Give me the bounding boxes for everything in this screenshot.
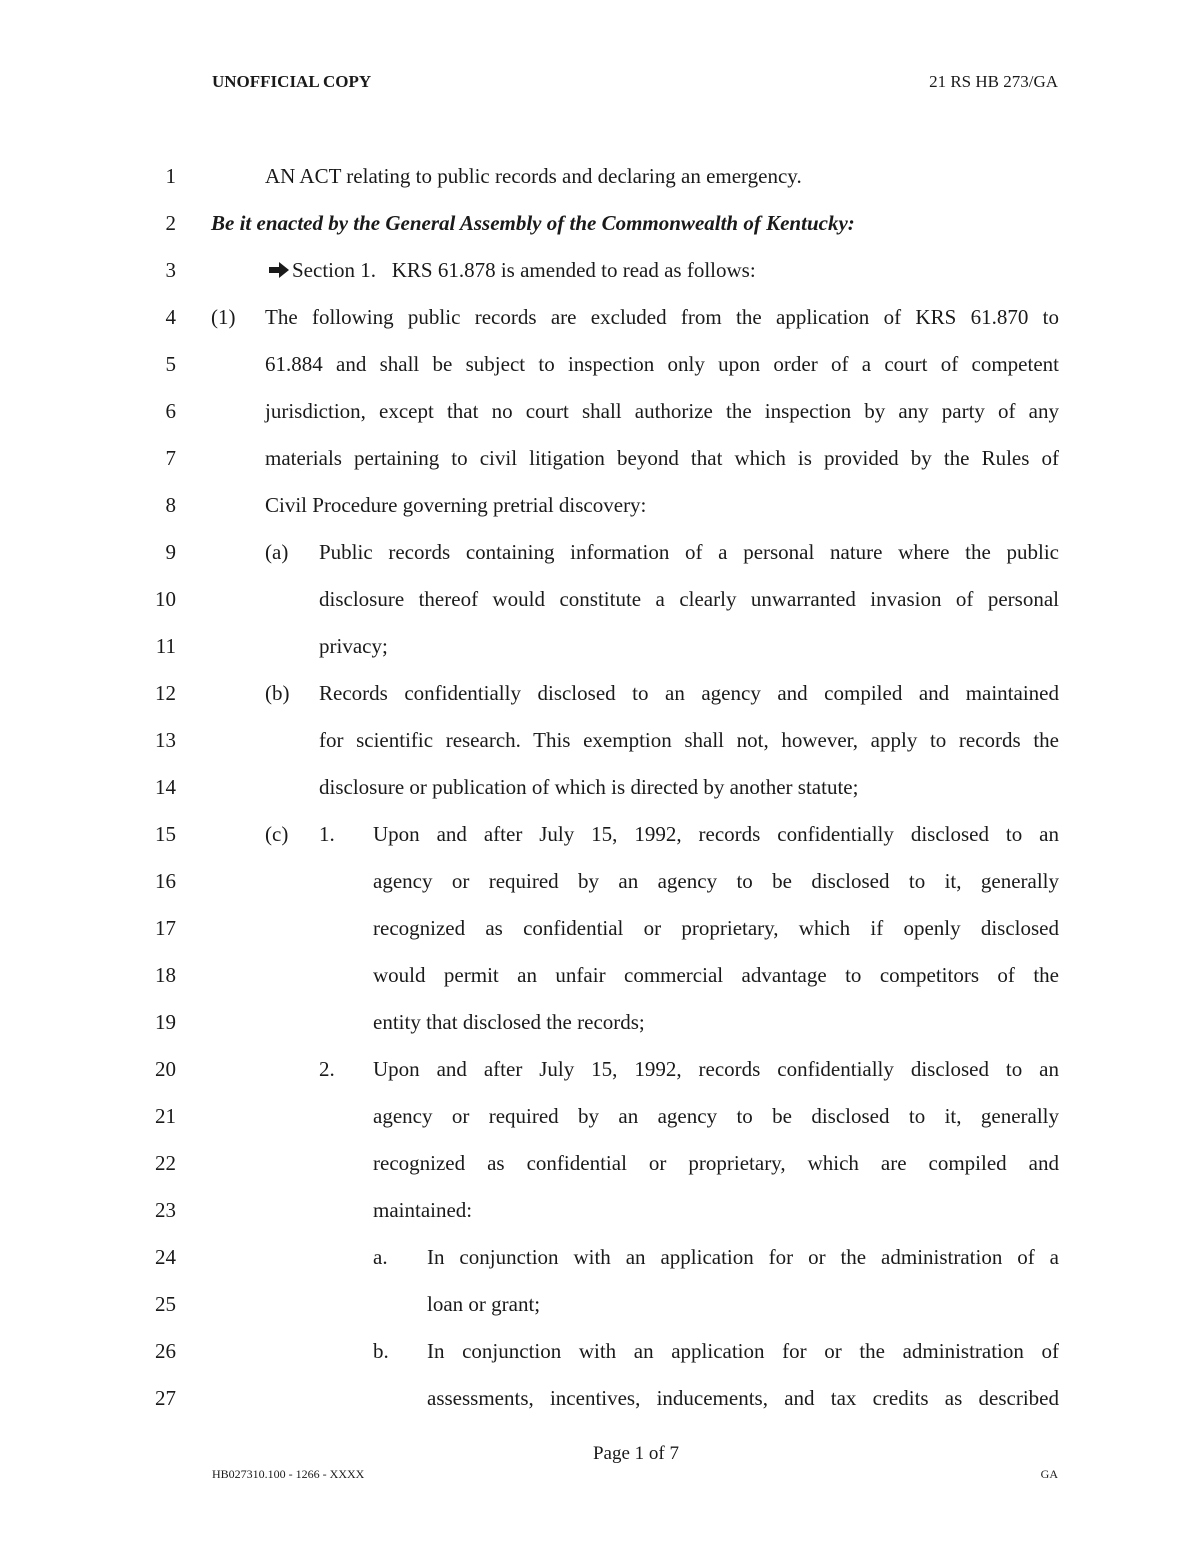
section-heading-text: Section 1. KRS 61.878 is amended to read as follows:	[292, 258, 756, 282]
line-number: 6	[165, 399, 176, 423]
document-line	[0, 208, 1200, 238]
clause-marker: a.	[373, 1245, 388, 1269]
document-line	[0, 1289, 1200, 1319]
line-text: The following public records are excluded from the application of KRS 61.870 to	[265, 305, 1059, 329]
line-number: 14	[155, 775, 176, 799]
line-number: 3	[165, 258, 176, 282]
clause-marker: b.	[373, 1339, 389, 1363]
line-text: privacy;	[319, 634, 388, 658]
line-number: 10	[155, 587, 176, 611]
document-line	[0, 678, 1200, 708]
line-text: for scientific research. This exemption shall not, however, apply to records the	[319, 728, 1059, 752]
header-bill-id: 21 RS HB 273/GA	[929, 72, 1058, 91]
line-text: recognized as confidential or proprietary, which are compiled and	[373, 1151, 1059, 1175]
document-line	[0, 772, 1200, 802]
footer-document-id: HB027310.100 - 1266 - XXXX	[212, 1467, 365, 1481]
document-line	[0, 1054, 1200, 1084]
line-number: 5	[165, 352, 176, 376]
line-text: In conjunction with an application for or the administration of	[427, 1339, 1059, 1363]
line-text: disclosure or publication of which is directed by another statute;	[319, 775, 859, 799]
document-line	[0, 161, 1200, 191]
document-line	[0, 302, 1200, 332]
document-line	[0, 584, 1200, 614]
line-text: Records confidentially disclosed to an agency and compiled and maintained	[319, 681, 1059, 705]
line-text: AN ACT relating to public records and declaring an emergency.	[265, 164, 802, 188]
line-number: 22	[155, 1151, 176, 1175]
line-number: 17	[155, 916, 176, 940]
subparagraph-marker: 1.	[319, 822, 335, 846]
line-number: 23	[155, 1198, 176, 1222]
line-number: 2	[165, 211, 176, 235]
subparagraph-marker: 2.	[319, 1057, 335, 1081]
line-number: 4	[165, 305, 176, 329]
line-number: 19	[155, 1010, 176, 1034]
line-number: 26	[155, 1339, 176, 1363]
line-text: agency or required by an agency to be disclosed to it, generally	[373, 869, 1059, 893]
section-heading	[268, 255, 756, 285]
document-line	[0, 1336, 1200, 1366]
line-number: 18	[155, 963, 176, 987]
document-line	[0, 1242, 1200, 1272]
line-number: 1	[165, 164, 176, 188]
line-text: maintained:	[373, 1198, 473, 1222]
line-text: In conjunction with an application for or the administration of a	[427, 1245, 1059, 1269]
line-number: 27	[155, 1386, 176, 1410]
document-line	[0, 349, 1200, 379]
document-line	[0, 960, 1200, 990]
page-number: Page 1 of 7	[592, 1443, 679, 1464]
document-line	[0, 255, 1200, 285]
subsection-marker: (1)	[211, 305, 236, 329]
line-text: Upon and after July 15, 1992, records confidentially disclosed to an	[373, 1057, 1059, 1081]
paragraph-marker: (a)	[265, 540, 289, 564]
document-line	[0, 725, 1200, 755]
line-number: 15	[155, 822, 176, 846]
document-line	[0, 819, 1200, 849]
paragraph-marker: (b)	[265, 681, 290, 705]
document-line	[0, 443, 1200, 473]
line-text: disclosure thereof would constitute a clearly unwarranted invasion of personal	[319, 587, 1059, 611]
line-text: Upon and after July 15, 1992, records confidentially disclosed to an	[373, 822, 1059, 846]
line-number: 8	[165, 493, 176, 517]
document-line	[0, 631, 1200, 661]
header-unofficial-copy: UNOFFICIAL COPY	[212, 72, 372, 91]
line-number: 20	[155, 1057, 176, 1081]
document-line	[0, 537, 1200, 567]
line-number: 21	[155, 1104, 176, 1128]
document-line	[0, 1101, 1200, 1131]
line-text: would permit an unfair commercial advantage to competitors of the	[373, 963, 1059, 987]
line-number: 11	[155, 634, 176, 658]
line-number: 12	[155, 681, 176, 705]
line-number: 9	[165, 540, 176, 564]
document-line	[0, 1383, 1200, 1413]
line-number: 7	[165, 446, 176, 470]
line-text: recognized as confidential or proprietary, which if openly disclosed	[373, 916, 1059, 940]
document-line	[0, 396, 1200, 426]
line-text: jurisdiction, except that no court shall authorize the inspection by any party of any	[265, 399, 1059, 423]
line-number: 13	[155, 728, 176, 752]
line-text: entity that disclosed the records;	[373, 1010, 645, 1034]
line-text: Civil Procedure governing pretrial discovery:	[265, 493, 647, 517]
document-line	[0, 913, 1200, 943]
document-line	[0, 490, 1200, 520]
line-text: 61.884 and shall be subject to inspection only upon order of a court of competent	[265, 352, 1059, 376]
document-line	[0, 1007, 1200, 1037]
document-line	[0, 1148, 1200, 1178]
right-arrow-icon	[268, 261, 290, 279]
document-line	[0, 866, 1200, 896]
paragraph-marker: (c)	[265, 822, 289, 846]
document-line	[0, 1195, 1200, 1225]
line-text: Public records containing information of a personal nature where the public	[319, 540, 1059, 564]
line-number: 16	[155, 869, 176, 893]
line-text: loan or grant;	[427, 1292, 541, 1316]
line-number: 24	[155, 1245, 176, 1269]
line-text: materials pertaining to civil litigation beyond that which is provided by the Rules of	[265, 446, 1059, 470]
line-text: assessments, incentives, inducements, and tax credits as described	[427, 1386, 1059, 1410]
line-number: 25	[155, 1292, 176, 1316]
enacting-clause: Be it enacted by the General Assembly of the Commonwealth of Kentucky:	[211, 211, 855, 235]
footer-code: GA	[1040, 1467, 1058, 1481]
line-text: agency or required by an agency to be disclosed to it, generally	[373, 1104, 1059, 1128]
